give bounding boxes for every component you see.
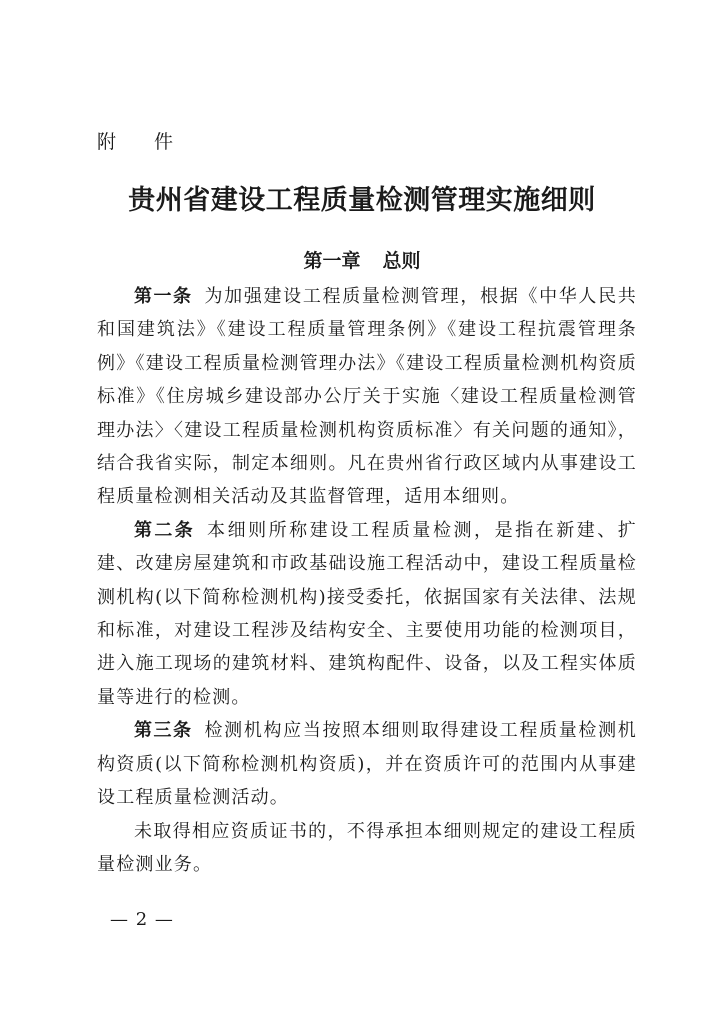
chapter-heading bbox=[0, 248, 724, 274]
article-3-text: 检测机构应当按照本细则取得建设工程质量检测机构资质(以下简称检测机构资质)，并在资质许可的范围内从事建设工程质量检测活动。 bbox=[97, 720, 637, 809]
paragraph-4: 未取得相应资质证书的，不得承担本细则规定的建设工程质量检测业务。 bbox=[97, 820, 637, 875]
article-1-label: 第一条 bbox=[134, 286, 193, 307]
article-1 bbox=[97, 280, 637, 514]
document-body bbox=[97, 280, 637, 881]
attachment-label: 附 件 bbox=[97, 131, 190, 153]
article-2-label: 第二条 bbox=[134, 519, 196, 541]
page-number: — 2 — bbox=[110, 909, 174, 930]
chapter-name: 总则 bbox=[382, 250, 421, 272]
article-1-text: 为加强建设工程质量检测管理，根据《中华人民共和国建筑法》《建设工程质量管理条例》《建设工程抗震管理条例》《建设工程质量检测管理办法》《建设工程质量检测机构资质标准》《住房城乡建设部办公厅关于实施〈建设工程质量检测管理办法〉〈建设工程质量检测机构资质标准〉有关问题的通知》，结合我省实际，制定本细则。凡在贵州省行政区域内从事建设工程质量检测相关活动及其监督管理，适用本细则。 bbox=[97, 286, 637, 508]
chapter-number: 第一章 bbox=[303, 250, 361, 272]
article-3-label: 第三条 bbox=[134, 720, 193, 742]
article-3 bbox=[97, 714, 637, 814]
document-title: 贵州省建设工程质量检测管理实施细则 bbox=[128, 185, 596, 216]
article-2-text: 本细则所称建设工程质量检测，是指在新建、扩建、改建房屋建筑和市政基础设施工程活动中，建设工程质量检测机构(以下简称检测机构)接受委托，依据国家有关法律、法规和标准，对建设工程涉及结构安全、主要使用功能的检测项目，进入施工现场的建筑材料、建筑构配件、设备，以及工程实体质量等进行的检测。 bbox=[97, 519, 638, 708]
article-2 bbox=[97, 514, 637, 714]
